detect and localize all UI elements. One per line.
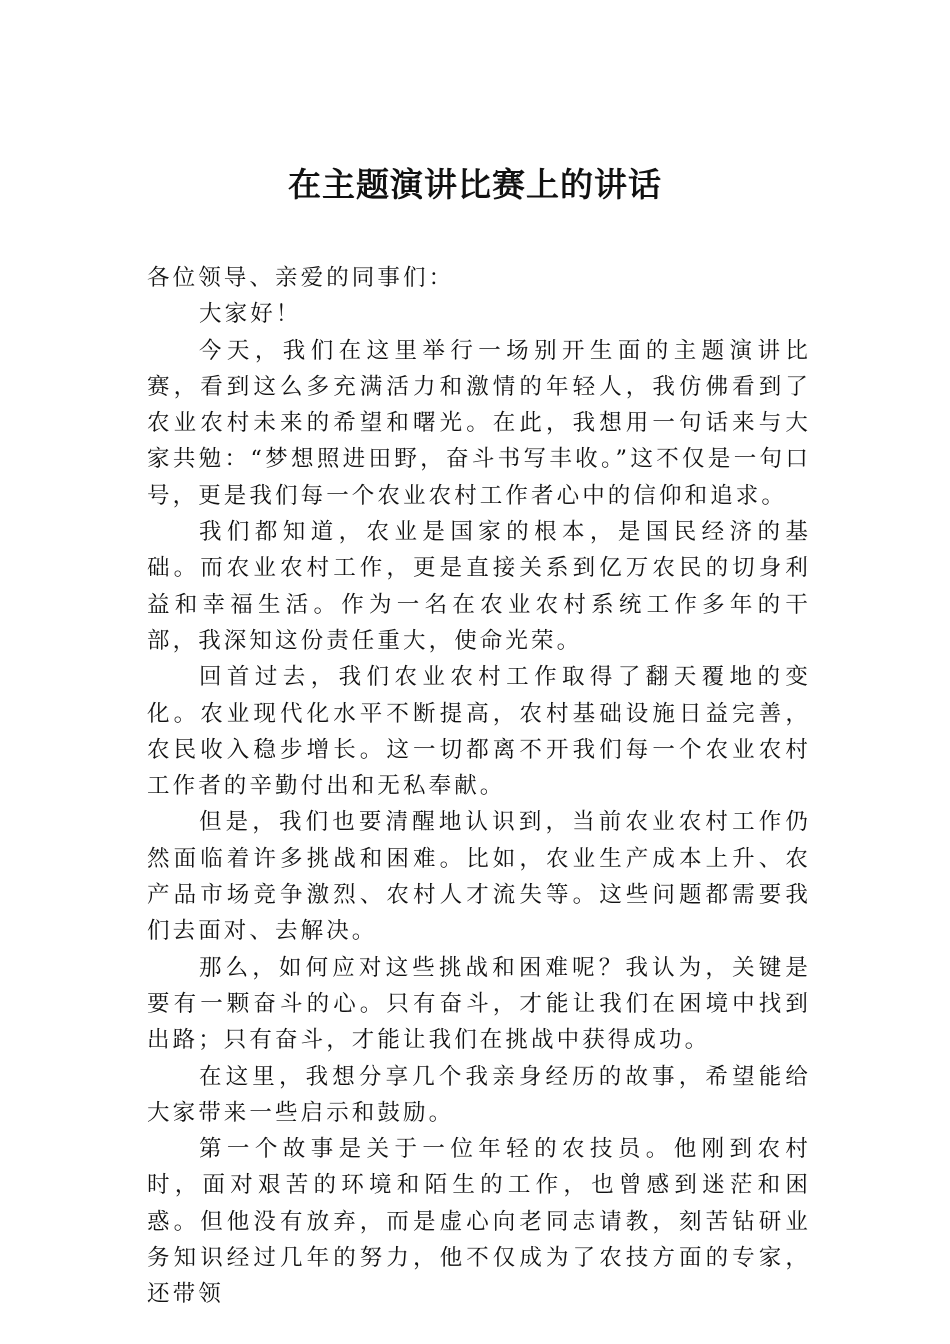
document-body — [147, 260, 811, 1313]
document-title: 在主题演讲比赛上的讲话 — [288, 165, 662, 204]
paragraph: 回首过去，我们农业农村工作取得了翻天覆地的变化。农业现代化水平不断提高，农村基础设施日益完善，农民收入稳步增长。这一切都离不开我们每一个农业农村工作者的辛勤付出和无私奉献。 — [147, 664, 811, 800]
paragraph: 那么，如何应对这些挑战和困难呢？我认为，关键是要有一颗奋斗的心。只有奋斗，才能让我们在困境中找到出路；只有奋斗，才能让我们在挑战中获得成功。 — [147, 954, 811, 1054]
paragraph: 但是，我们也要清醒地认识到，当前农业农村工作仍然面临着许多挑战和困难。比如，农业生产成本上升、农产品市场竞争激烈、农村人才流失等。这些问题都需要我们去面对、去解决。 — [147, 809, 811, 945]
paragraph: 大家好！ — [199, 301, 302, 328]
paragraph: 今天，我们在这里举行一场别开生面的主题演讲比赛，看到这么多充满活力和激情的年轻人，我仿佛看到了农业农村未来的希望和曙光。在此，我想用一句话来与大家共勉：“梦想照进田野，奋斗书写丰收。”这不仅是一句口号，更是我们每一个农业农村工作者心中的信仰和追求。 — [147, 337, 811, 509]
paragraph: 在这里，我想分享几个我亲身经历的故事，希望能给大家带来一些启示和鼓励。 — [147, 1063, 811, 1126]
paragraph: 第一个故事是关于一位年轻的农技员。他刚到农村时，面对艰苦的环境和陌生的工作，也曾感到迷茫和困惑。但他没有放弃，而是虚心向老同志请教，刻苦钻研业务知识经过几年的努力，他不仅成为了农技方面的专家，还带领 — [147, 1136, 811, 1308]
salutation: 各位领导、亲爱的同事们： — [147, 265, 455, 291]
paragraph: 我们都知道，农业是国家的根本，是国民经济的基础。而农业农村工作，更是直接关系到亿万农民的切身利益和幸福生活。作为一名在农业农村系统工作多年的干部，我深知这份责任重大，使命光荣。 — [147, 519, 811, 654]
